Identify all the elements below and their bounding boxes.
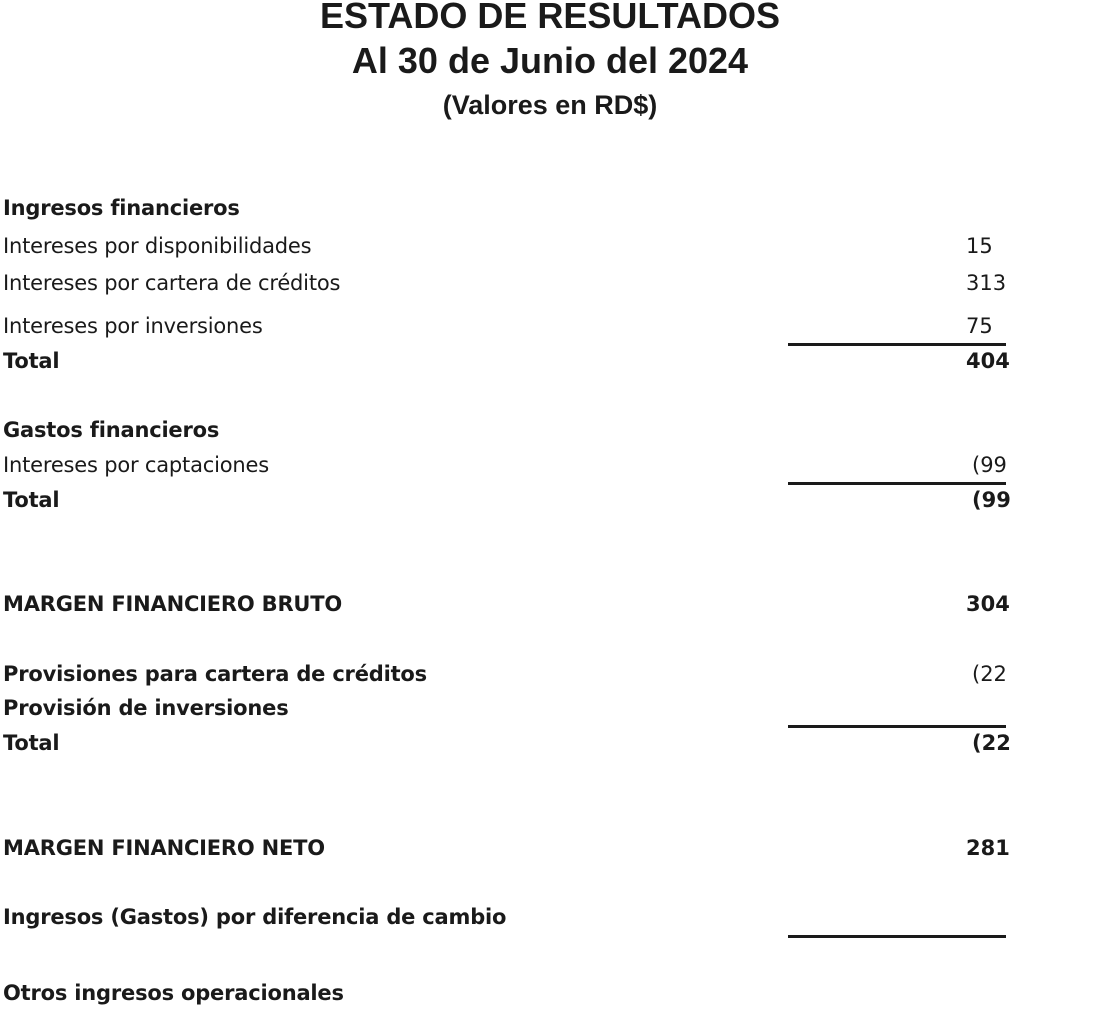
row-label-provisiones-cartera: Provisiones para cartera de créditos	[3, 662, 427, 686]
row-label-provision-inversiones: Provisión de inversiones	[3, 696, 289, 720]
row-label-inversiones: Intereses por inversiones	[3, 314, 263, 338]
total-value-gastos: (99	[972, 488, 1011, 512]
total-label-gastos: Total	[3, 488, 60, 512]
row-label-cartera: Intereses por cartera de créditos	[3, 271, 341, 295]
total-label-provisiones: Total	[3, 731, 60, 755]
row-value-disponibilidades: 15	[966, 234, 993, 258]
total-rule	[788, 935, 1006, 938]
row-value-provisiones-cartera: (22	[972, 662, 1007, 686]
total-rule	[788, 725, 1006, 728]
row-label-disponibilidades: Intereses por disponibilidades	[3, 234, 312, 258]
currency-note: (Valores en RD$)	[442, 90, 658, 120]
margen-neto-label: MARGEN FINANCIERO NETO	[3, 836, 325, 860]
report-date: Al 30 de Junio del 2024	[351, 40, 749, 81]
margen-bruto-label: MARGEN FINANCIERO BRUTO	[3, 592, 343, 616]
row-label-captaciones: Intereses por captaciones	[3, 453, 269, 477]
total-label-ingresos: Total	[3, 349, 60, 373]
diferencia-cambio-label: Ingresos (Gastos) por diferencia de cambio	[3, 905, 507, 929]
row-value-captaciones: (99	[972, 453, 1007, 477]
section-heading-gastos: Gastos financieros	[3, 418, 220, 442]
total-rule	[788, 482, 1006, 485]
total-value-ingresos: 404	[966, 349, 1010, 373]
row-value-cartera: 313	[966, 271, 1007, 295]
row-value-inversiones: 75	[966, 314, 993, 338]
total-value-provisiones: (22	[972, 731, 1011, 755]
section-heading-ingresos: Ingresos financieros	[3, 196, 240, 220]
margen-neto-value: 281	[966, 836, 1010, 860]
margen-bruto-value: 304	[966, 592, 1010, 616]
total-rule	[788, 343, 1006, 346]
otros-ingresos-label: Otros ingresos operacionales	[3, 981, 344, 1005]
report-title: ESTADO DE RESULTADOS	[319, 0, 781, 36]
